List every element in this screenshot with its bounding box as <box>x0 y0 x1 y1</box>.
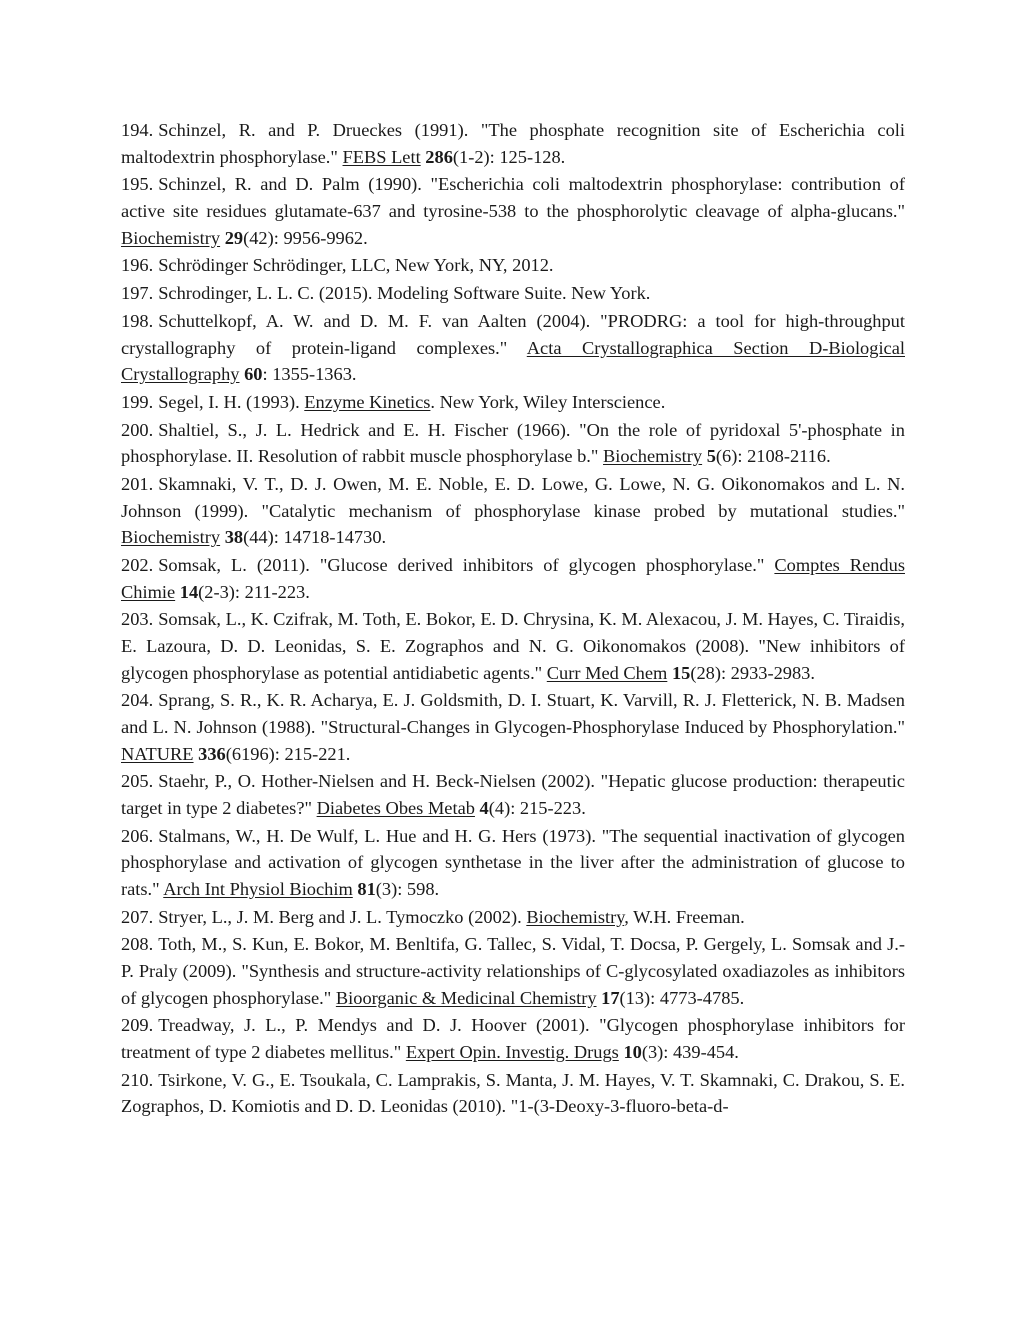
reference-title: "On the role of pyridoxal 5'-phosphate in phosphorylase. II. Resolution of rabbit muscle phosphorylase b." <box>121 419 905 467</box>
reference-volume: 60 <box>244 364 263 385</box>
reference-volume: 38 <box>224 527 244 548</box>
reference-entry <box>121 931 905 1011</box>
reference-number: 194. <box>121 120 154 140</box>
reference-authors: Schrodinger, L. L. C. (2015). Modeling Software Suite. New York. <box>158 283 651 304</box>
reference-journal: Biochemistry <box>121 527 221 548</box>
reference-pages: (3): 439-454. <box>641 1042 739 1062</box>
reference-entry <box>121 252 905 279</box>
reference-authors: Schinzel, R. and D. Palm (1990). <box>158 174 422 195</box>
reference-entry <box>121 1067 905 1120</box>
reference-pages: , W.H. Freeman. <box>624 906 745 927</box>
reference-authors: Tsirkone, V. G., E. Tsoukala, C. Lamprakis, S. Manta, J. M. Hayes, V. T. Skamnaki, C. Drakou, S. E. Zographos, D. Komiotis and D. D. Leonidas (2010). <box>121 1069 905 1117</box>
reference-journal: Biochemistry <box>121 227 221 248</box>
reference-number: 203. <box>121 609 154 630</box>
reference-authors: Schuttelkopf, A. W. and D. M. F. van Aalten (2004). <box>158 310 591 331</box>
reference-entry <box>121 117 905 170</box>
reference-journal: Bioorganic & Medicinal Chemistry <box>335 987 597 1008</box>
reference-pages: : 1355-1363. <box>262 364 357 385</box>
reference-entry <box>121 904 905 931</box>
reference-journal: Arch Int Physiol Biochim <box>163 878 353 899</box>
reference-entry <box>121 389 905 416</box>
reference-authors: Segel, I. H. (1993). <box>158 391 300 412</box>
reference-number: 207. <box>121 906 154 927</box>
reference-journal: Curr Med Chem <box>546 662 668 683</box>
reference-entry <box>121 687 905 767</box>
reference-number: 197. <box>121 283 154 304</box>
reference-journal: Biochemistry <box>603 446 703 467</box>
reference-number: 200. <box>121 419 154 440</box>
reference-title: "Catalytic mechanism of phosphorylase kinase probed by mutational studies." <box>248 500 906 521</box>
reference-authors: Sprang, S. R., K. R. Acharya, E. J. Goldsmith, D. I. Stuart, K. Varvill, R. J. Fletterick, N. B. Madsen and L. N. Johnson (1988). <box>121 690 905 737</box>
reference-volume: 10 <box>623 1042 642 1062</box>
reference-entry <box>121 471 905 551</box>
reference-authors: Toth, M., S. Kun, E. Bokor, M. Benltifa, G. Tallec, S. Vidal, T. Docsa, P. Gergely, L. Somsak and J.-P. Praly (2009). <box>121 934 905 982</box>
reference-volume: 14 <box>179 581 199 602</box>
reference-number: 206. <box>121 825 154 846</box>
reference-title: "Glucose derived inhibitors of glycogen phosphorylase." <box>309 555 775 575</box>
reference-authors: Somsak, L., K. Czifrak, M. Toth, E. Bokor, E. D. Chrysina, K. M. Alexacou, J. M. Hayes, C. Tiraidis, E. Lazoura, D. D. Leonidas, S. E. Zographos and N. G. Oikonomakos (2008). <box>121 609 905 656</box>
reference-journal: Biochemistry <box>526 906 625 927</box>
reference-authors: Skamnaki, V. T., D. J. Owen, M. E. Noble, E. D. Lowe, G. Lowe, N. G. Oikonomakos and L. N. Johnson (1999). <box>121 474 905 521</box>
reference-entry <box>121 171 905 251</box>
reference-pages: (28): 2933-2983. <box>690 662 815 683</box>
reference-title: "Glycogen phosphorylase inhibitors for treatment of type 2 diabetes mellitus." <box>121 1015 905 1062</box>
reference-title: "Structural-Changes in Glycogen-Phosphorylase Induced by Phosphorylation." <box>315 716 905 737</box>
reference-volume: 4 <box>479 797 489 818</box>
reference-journal: Diabetes Obes Metab <box>316 797 475 818</box>
reference-pages: . New York, Wiley Interscience. <box>430 391 666 412</box>
reference-volume: 286 <box>425 146 453 167</box>
reference-title: "Synthesis and structure-activity relationships of C-glycosylated oxadiazoles as inhibitors of glycogen phosphorylase." <box>121 961 905 1008</box>
reference-title: "The sequential inactivation of glycogen phosphorylase and activation of glycogen synthetase in the liver after the administration of glucose to rats." <box>121 825 905 899</box>
reference-title: "The phosphate recognition site of Escherichia coli maltodextrin phosphorylase." <box>121 120 905 167</box>
reference-authors: Staehr, P., O. Hother-Nielsen and H. Beck-Nielsen (2002). <box>158 771 596 792</box>
reference-title: "1-(3-Deoxy-3-fluoro-beta-d- <box>506 1096 729 1117</box>
reference-number: 208. <box>121 934 154 955</box>
reference-title: "PRODRG: a tool for high-throughput crystallography of protein-ligand complexes." <box>121 310 905 358</box>
reference-pages: (6196): 215-221. <box>225 743 351 764</box>
reference-pages: (13): 4773-4785. <box>619 987 745 1008</box>
reference-entry <box>121 308 905 388</box>
reference-entry <box>121 552 905 605</box>
reference-journal: Acta Crystallographica Section D-Biological Crystallography <box>121 337 905 385</box>
reference-pages: (2-3): 211-223. <box>198 581 310 602</box>
reference-volume: 15 <box>671 662 691 683</box>
reference-pages: (44): 14718-14730. <box>243 527 387 548</box>
reference-journal: Enzyme Kinetics <box>304 391 431 412</box>
reference-pages: (6): 2108-2116. <box>715 446 831 467</box>
reference-entry <box>121 823 905 903</box>
reference-authors: Stalmans, W., H. De Wulf, L. Hue and H. G. Hers (1973). <box>158 825 596 846</box>
reference-entry <box>121 606 905 686</box>
reference-number: 202. <box>121 555 154 575</box>
reference-journal: Expert Opin. Investig. Drugs <box>405 1042 619 1062</box>
reference-pages: (4): 215-223. <box>488 797 586 818</box>
reference-journal: Comptes Rendus Chimie <box>121 555 905 602</box>
reference-number: 195. <box>121 174 154 195</box>
reference-entry <box>121 417 905 470</box>
reference-title: "Hepatic glucose production: therapeutic target in type 2 diabetes?" <box>121 771 905 818</box>
reference-list <box>121 117 905 1121</box>
reference-authors: Schrödinger Schrödinger, LLC, New York, NY, 2012. <box>158 255 554 276</box>
reference-number: 210. <box>121 1069 154 1090</box>
reference-authors: Shaltiel, S., J. L. Hedrick and E. H. Fischer (1966). <box>158 419 571 440</box>
reference-authors: Treadway, J. L., P. Mendys and D. J. Hoover (2001). <box>158 1015 590 1036</box>
reference-pages: (1-2): 125-128. <box>452 146 566 167</box>
reference-number: 196. <box>121 255 154 276</box>
reference-number: 201. <box>121 474 154 495</box>
reference-title: "Escherichia coli maltodextrin phosphorylase: contribution of active site residues glutamate-637 and tyrosine-538 to the phosphorolytic cleavage of alpha-glucans." <box>121 174 905 221</box>
reference-volume: 81 <box>357 878 376 899</box>
reference-entry <box>121 1012 905 1065</box>
reference-authors: Schinzel, R. and P. Drueckes (1991). <box>158 120 469 140</box>
reference-authors: Stryer, L., J. M. Berg and J. L. Tymoczko (2002). <box>158 906 522 927</box>
reference-pages: (3): 598. <box>375 878 440 899</box>
reference-entry <box>121 768 905 821</box>
reference-pages: (42): 9956-9962. <box>243 227 368 248</box>
reference-number: 209. <box>121 1015 154 1036</box>
reference-journal: NATURE <box>121 743 194 764</box>
reference-number: 205. <box>121 771 154 792</box>
reference-volume: 17 <box>601 987 620 1008</box>
reference-number: 199. <box>121 391 154 412</box>
reference-volume: 5 <box>706 446 716 467</box>
reference-entry <box>121 280 905 307</box>
reference-volume: 29 <box>224 227 244 248</box>
reference-title: "New inhibitors of glycogen phosphorylase as potential antidiabetic agents." <box>121 635 905 683</box>
reference-authors: Somsak, L. (2011). <box>158 555 310 575</box>
reference-number: 204. <box>121 690 154 711</box>
reference-journal: FEBS Lett <box>342 146 421 167</box>
reference-number: 198. <box>121 310 154 331</box>
reference-volume: 336 <box>198 743 226 764</box>
